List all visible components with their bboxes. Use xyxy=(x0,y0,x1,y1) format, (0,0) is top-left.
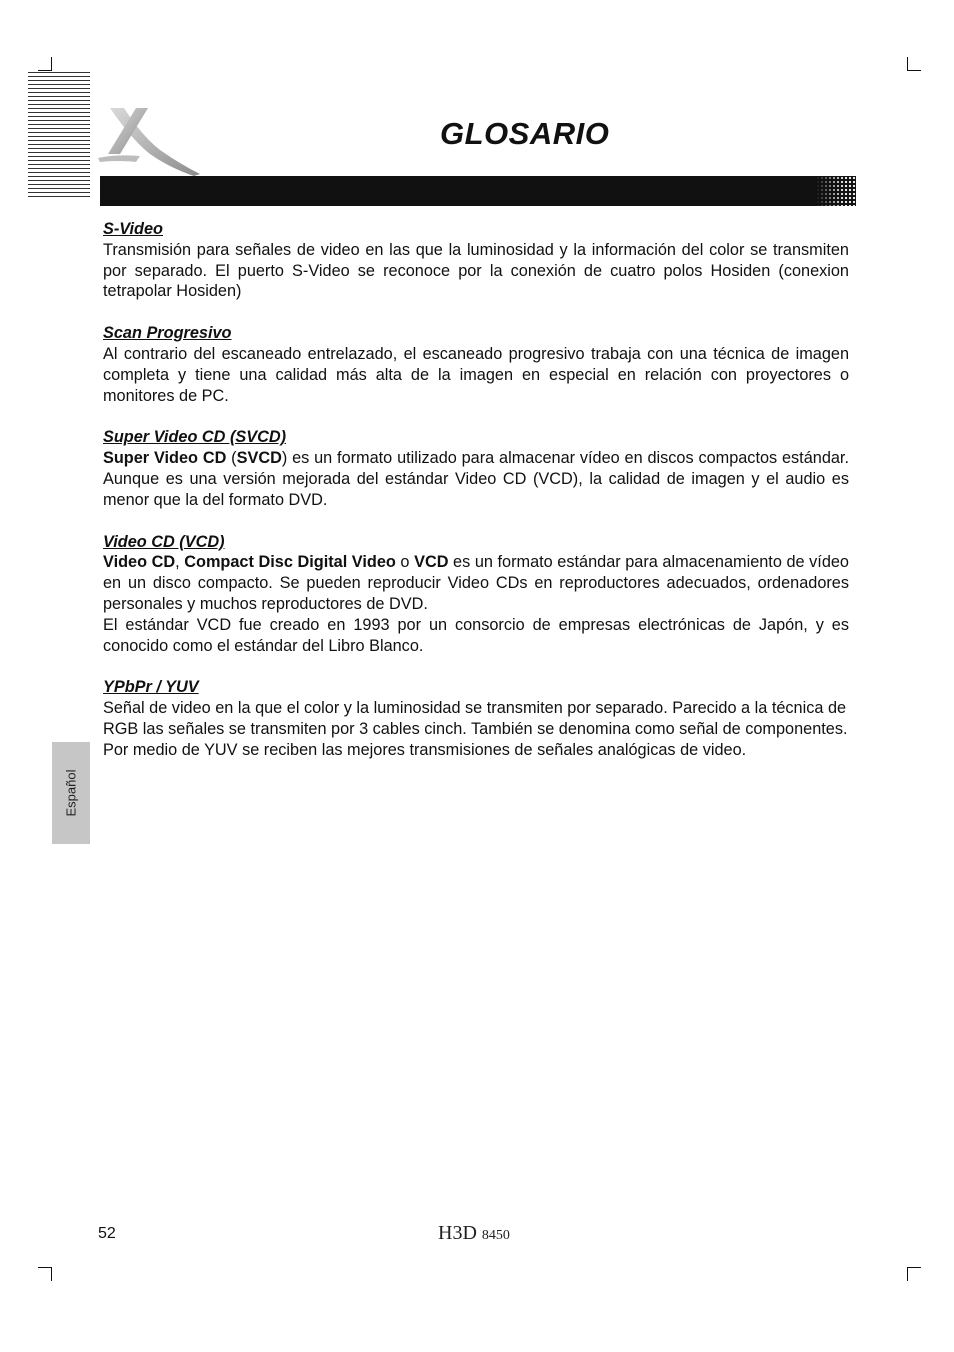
crop-mark-bottom-right-v xyxy=(907,1267,908,1281)
bold-term: Video CD xyxy=(103,553,176,572)
crop-mark-bottom-left-v xyxy=(51,1267,52,1281)
crop-mark-bottom-right xyxy=(907,1267,921,1268)
model-prefix: H3D xyxy=(438,1222,477,1244)
glossary-content xyxy=(103,219,849,782)
bold-term: VCD xyxy=(414,553,449,572)
glossary-entry xyxy=(103,532,849,657)
glossary-term: S-Video xyxy=(103,220,164,238)
definition-text: ( xyxy=(226,449,237,468)
header-bar-dots xyxy=(816,176,856,206)
glossary-entry xyxy=(103,219,849,302)
language-side-tab xyxy=(52,742,90,844)
glossary-definition xyxy=(103,615,849,657)
crop-mark-top-left-v xyxy=(51,57,52,71)
language-label: Español xyxy=(63,769,79,817)
page-number: 52 xyxy=(98,1225,116,1242)
crop-mark-top-right xyxy=(907,57,908,71)
glossary-entry xyxy=(103,427,849,510)
decorative-stripes xyxy=(28,72,90,200)
definition-text: Al contrario del escaneado entrelazado, el escaneado progresivo trabaja con una técnica de imagen completa y tiene una calidad más alta de la imagen en especial en relación con proyectores o monitores de PC. xyxy=(103,344,849,405)
glossary-definition xyxy=(103,448,849,510)
bold-term: Super Video CD xyxy=(103,449,227,468)
page-title: GLOSARIO xyxy=(440,116,610,151)
glossary-definition xyxy=(103,698,849,760)
glossary-term: Scan Progresivo xyxy=(103,324,232,343)
glossary-definition xyxy=(103,552,849,614)
glossary-definition xyxy=(103,240,849,302)
crop-mark-top-left xyxy=(38,70,52,71)
glossary-definition xyxy=(103,344,849,406)
glossary-term: Video CD (VCD) xyxy=(103,532,225,551)
x-logo-icon xyxy=(96,104,200,180)
definition-text: es un formato estándar para almacenamiento de vídeo en un disco compacto. Se pueden reproducir Video CDs en reproductores adecuados, ordenadores personales y muchos reproductores de DVD. xyxy=(103,553,849,613)
header-bar xyxy=(100,176,856,206)
definition-text: ) es un formato utilizado para almacenar vídeo en discos compactos estándar. Aunque es una versión mejorada del estándar Video CD (VCD), la calidad de imagen y el audio es menor que la del formato DVD. xyxy=(103,449,849,509)
definition-text: Señal de video en la que el color y la luminosidad se transmiten por separado. Parecido a la técnica de RGB las señales se transmiten por 3 cables cinch. También se denomina como señal de componentes. Por medio de YUV se reciben las mejores transmisiones de señales analógicas de video. xyxy=(103,699,848,759)
bold-term: SVCD xyxy=(236,449,282,468)
model-name xyxy=(438,1222,510,1245)
model-number: 8450 xyxy=(481,1228,510,1243)
definition-text: , xyxy=(175,553,185,572)
glossary-entry xyxy=(103,323,849,406)
definition-text: Transmisión para señales de video en las que la luminosidad y la información del color se transmiten por separado. El puerto S-Video se reconoce por la conexión de cuatro polos Hosiden (conexion tetrapolar Hosiden) xyxy=(103,240,849,301)
definition-text: o xyxy=(395,553,415,572)
glossary-entry xyxy=(103,677,849,760)
definition-text: El estándar VCD fue creado en 1993 por un consorcio de empresas electrónicas de Japón, y es conocido como el estándar del Libro Blanco. xyxy=(103,615,849,655)
glossary-term: YPbPr / YUV xyxy=(103,678,199,697)
crop-mark-top-right-h xyxy=(907,70,921,71)
crop-mark-bottom-left xyxy=(38,1267,52,1268)
bold-term: Compact Disc Digital Video xyxy=(184,553,396,572)
glossary-term: Super Video CD (SVCD) xyxy=(103,428,287,447)
